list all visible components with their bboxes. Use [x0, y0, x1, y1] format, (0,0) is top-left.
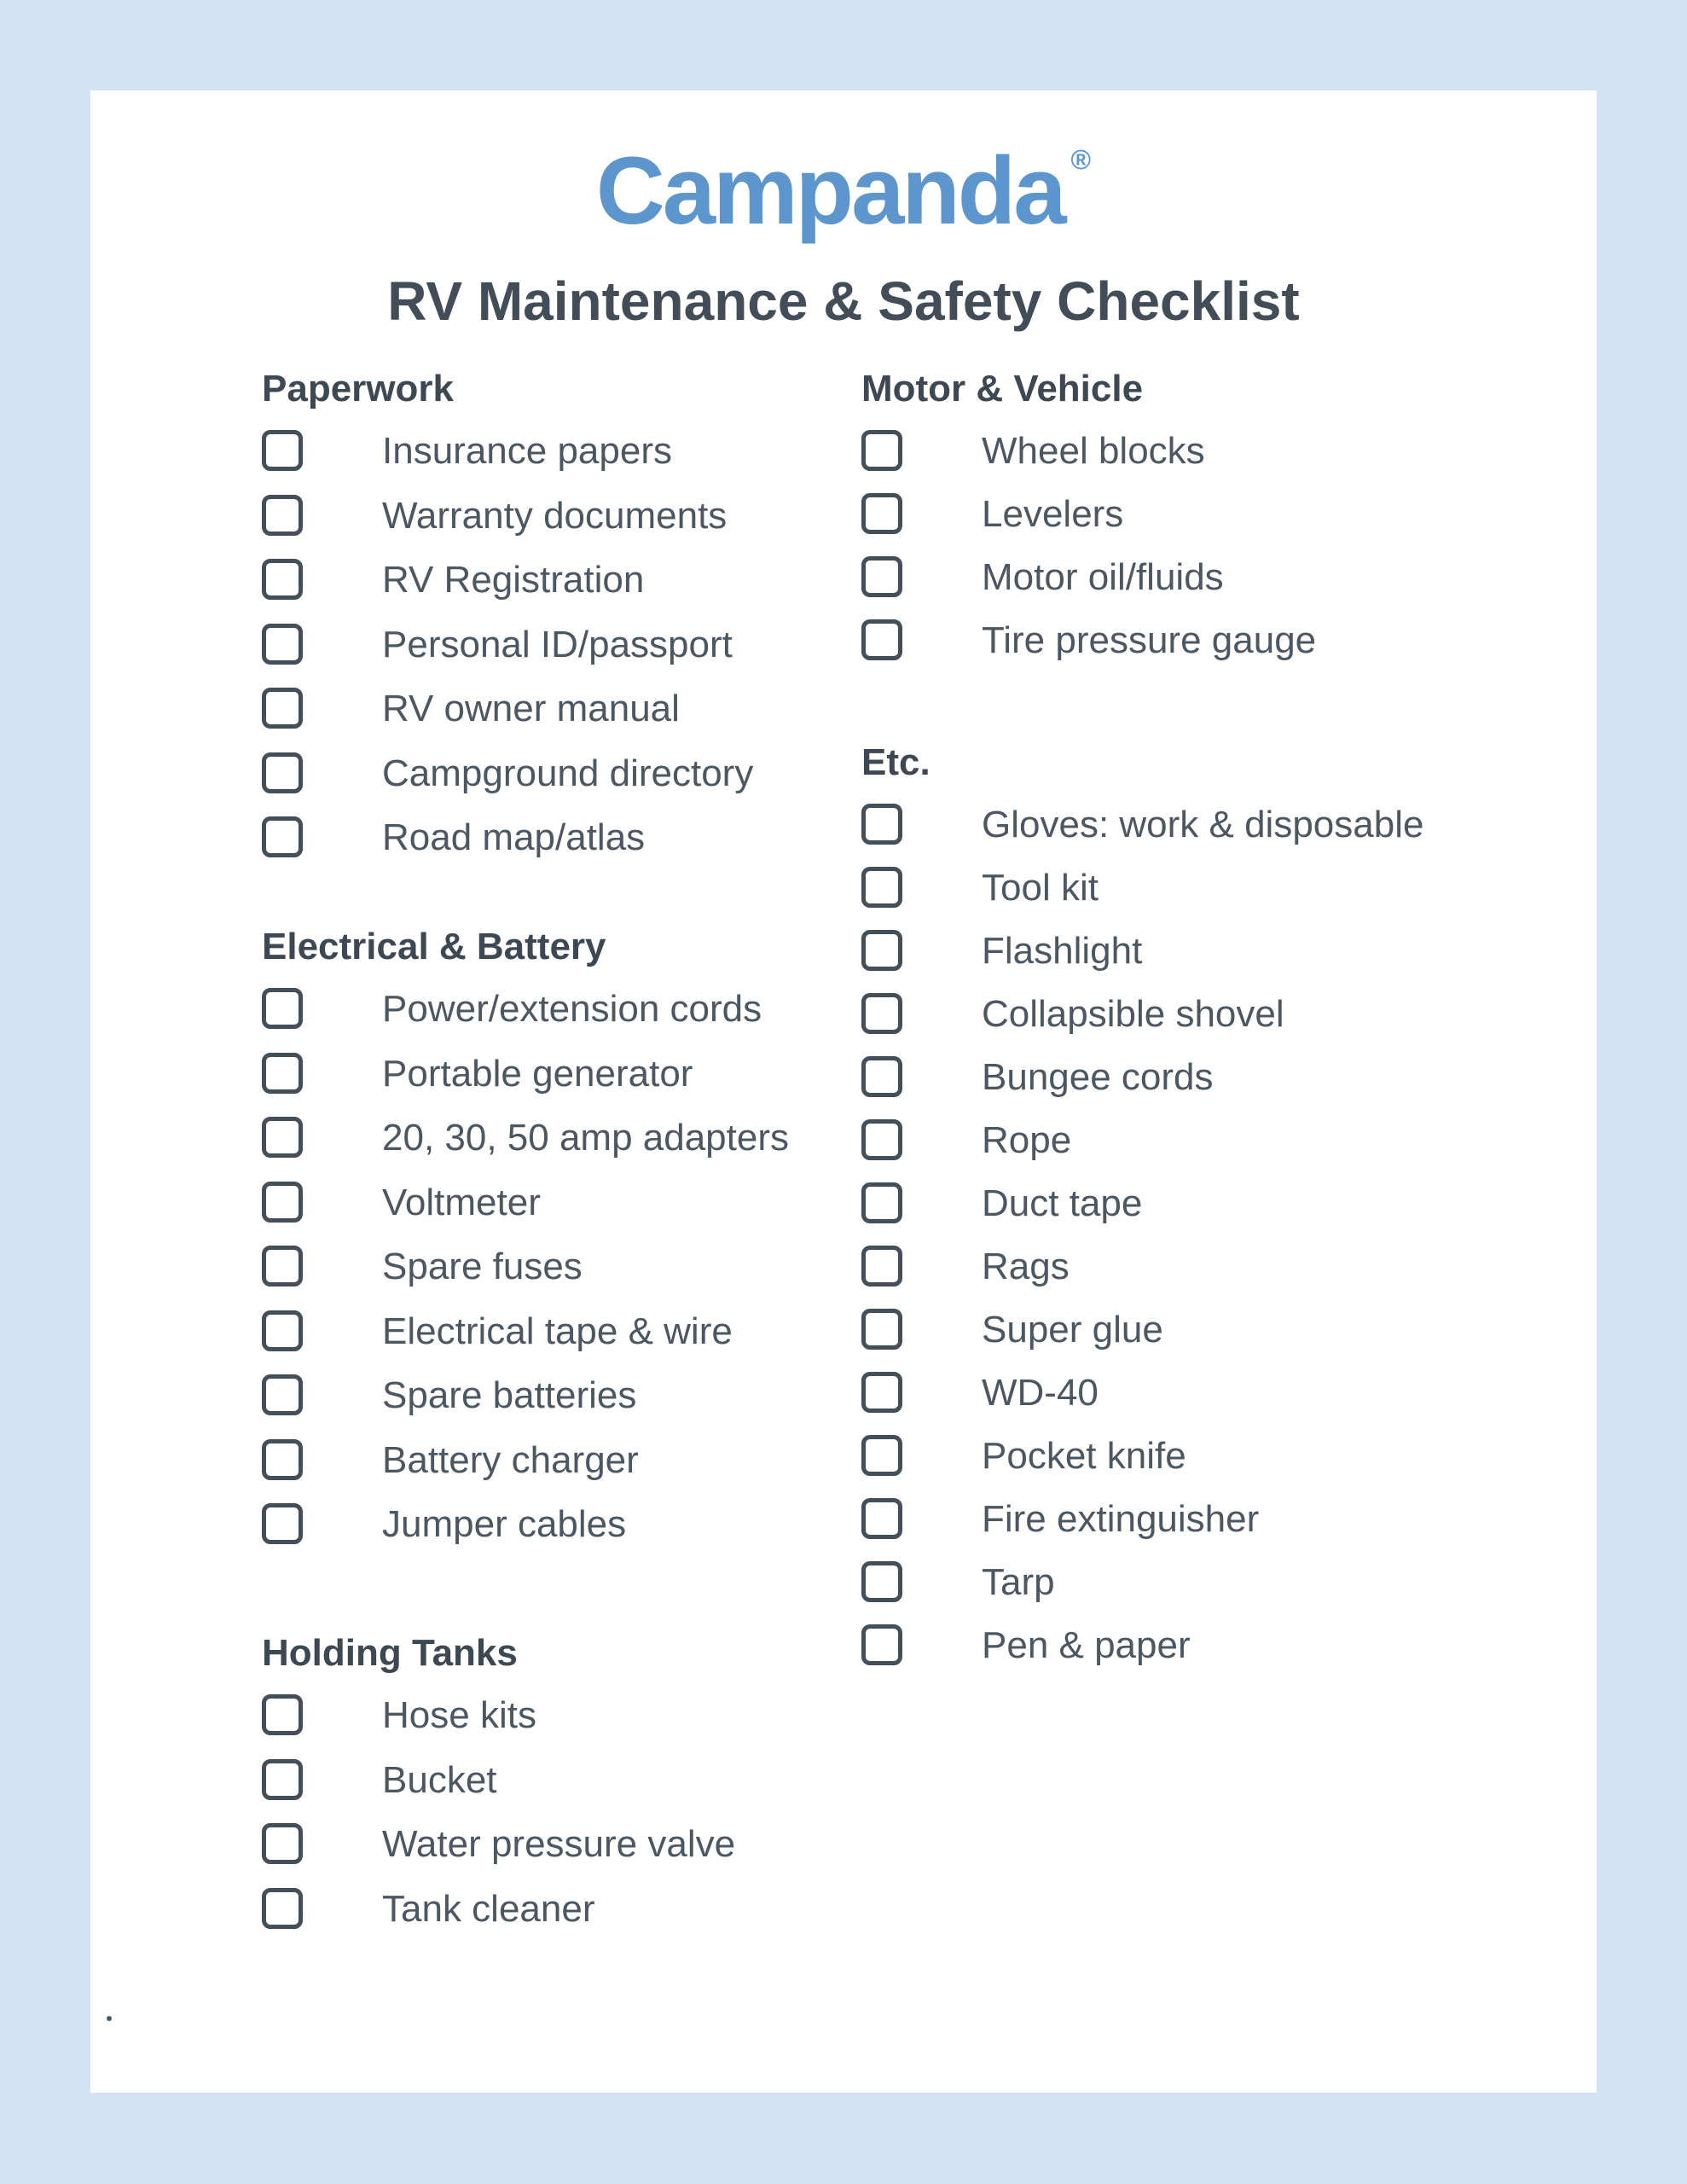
- checklist-row: [262, 495, 842, 560]
- checklist-item-label: RV Registration: [382, 559, 645, 601]
- section-motor-vehicle: [861, 367, 1544, 682]
- checklist-row: [861, 1372, 1544, 1435]
- checklist-row: [262, 1374, 842, 1439]
- checklist-row: [262, 1182, 842, 1246]
- checklist-item-label: Pen & paper: [982, 1624, 1191, 1666]
- checkbox[interactable]: [861, 1119, 902, 1160]
- registered-trademark-icon: ®: [1070, 144, 1092, 175]
- checklist-row: [262, 559, 842, 624]
- checkbox[interactable]: [262, 1888, 303, 1929]
- checklist-row: [262, 1053, 842, 1118]
- checklist-row: [861, 1624, 1544, 1687]
- checklist-item-label: Battery charger: [382, 1438, 639, 1481]
- checklist-item-label: Collapsible shovel: [982, 993, 1284, 1035]
- checklist-row: [262, 1117, 842, 1182]
- checkbox[interactable]: [262, 1823, 303, 1864]
- checkbox[interactable]: [861, 430, 902, 471]
- checkbox[interactable]: [861, 1498, 902, 1539]
- checkbox[interactable]: [861, 1182, 902, 1223]
- checkbox[interactable]: [861, 930, 902, 971]
- checkbox[interactable]: [861, 1372, 902, 1413]
- checklist-item-label: Electrical tape & wire: [382, 1310, 733, 1352]
- checklist-row: [861, 993, 1544, 1056]
- section-heading: Etc.: [861, 741, 930, 783]
- checklist-row: [262, 1694, 842, 1759]
- checklist-row: [861, 1435, 1544, 1498]
- checkbox[interactable]: [861, 1561, 902, 1602]
- checklist-row: [861, 1498, 1544, 1561]
- checklist-item-label: Tank cleaner: [382, 1887, 595, 1930]
- checklist-item-label: Hose kits: [382, 1694, 536, 1736]
- checklist-row: [262, 752, 842, 817]
- checklist-item-label: Road map/atlas: [382, 816, 646, 858]
- checklist-row: [861, 1561, 1544, 1624]
- checklist-row: [262, 988, 842, 1053]
- checkbox[interactable]: [262, 1053, 303, 1094]
- checklist-item-label: Rope: [982, 1119, 1072, 1161]
- checkbox[interactable]: [861, 556, 902, 597]
- checklist-item-label: Spare fuses: [382, 1246, 583, 1287]
- checklist-item-label: Pocket knife: [982, 1435, 1186, 1477]
- checkbox[interactable]: [861, 804, 902, 845]
- checkbox[interactable]: [861, 1309, 902, 1350]
- checklist-row: [861, 804, 1544, 867]
- checklist-row: [262, 1310, 842, 1375]
- checklist: [262, 430, 842, 881]
- checkbox[interactable]: [861, 1056, 902, 1097]
- checklist: [861, 430, 1544, 682]
- checklist-item-label: Portable generator: [382, 1052, 693, 1095]
- checklist-row: [262, 1503, 842, 1568]
- checklist-item-label: Warranty documents: [382, 494, 728, 537]
- checklist-item-label: Tool kit: [982, 867, 1099, 909]
- checklist-item-label: Insurance papers: [382, 430, 672, 472]
- checklist-item-label: Super glue: [982, 1309, 1163, 1350]
- checklist-row: [861, 493, 1544, 556]
- checklist-row: [262, 1888, 842, 1953]
- section-heading: Holding Tanks: [262, 1632, 518, 1674]
- checkbox[interactable]: [262, 1439, 303, 1480]
- checkbox[interactable]: [262, 1182, 303, 1223]
- checkbox[interactable]: [861, 1624, 902, 1665]
- checklist-item-label: Personal ID/passport: [382, 623, 733, 665]
- checklist-item-label: Motor oil/fluids: [982, 556, 1224, 598]
- checkbox[interactable]: [262, 752, 303, 793]
- checkbox[interactable]: [262, 624, 303, 665]
- checklist-row: [861, 1246, 1544, 1309]
- checklist-item-label: Rags: [982, 1246, 1070, 1287]
- checklist: [262, 1694, 842, 1952]
- checklist-item-label: Tire pressure gauge: [982, 619, 1317, 661]
- checklist-row: [861, 619, 1544, 682]
- checklist-row: [861, 930, 1544, 993]
- checklist-row: [262, 1823, 842, 1888]
- checklist-item-label: Bungee cords: [982, 1056, 1214, 1098]
- section-heading: Motor & Vehicle: [861, 368, 1144, 410]
- section-etc: [861, 741, 1544, 1687]
- checklist-item-label: Tarp: [982, 1561, 1055, 1603]
- checkbox[interactable]: [262, 1117, 303, 1158]
- section-electrical-battery: [262, 925, 842, 1568]
- page-title: RV Maintenance & Safety Checklist: [387, 270, 1300, 332]
- checklist-row: [262, 816, 842, 881]
- checklist-row: [262, 688, 842, 752]
- checklist-item-label: Duct tape: [982, 1182, 1143, 1224]
- checklist-item-label: Bucket: [382, 1758, 497, 1801]
- checklist-row: [861, 430, 1544, 493]
- checkbox[interactable]: [262, 1310, 303, 1351]
- checklist-row: [262, 1439, 842, 1504]
- section-paperwork: [262, 367, 842, 881]
- checkbox[interactable]: [861, 493, 902, 534]
- checklist-row: [861, 867, 1544, 930]
- checklist-row: [861, 556, 1544, 619]
- checkbox[interactable]: [262, 1503, 303, 1544]
- checklist-row: [262, 1246, 842, 1310]
- checkbox[interactable]: [262, 1246, 303, 1287]
- section-holding-tanks: [262, 1631, 842, 1952]
- checkbox[interactable]: [262, 1759, 303, 1800]
- checklist-item-label: WD-40: [982, 1372, 1099, 1414]
- checklist-item-label: RV owner manual: [382, 688, 680, 729]
- right-column: [861, 90, 1544, 2093]
- checklist-item-label: Gloves: work & disposable: [982, 804, 1424, 845]
- checklist-item-label: Water pressure valve: [382, 1823, 736, 1865]
- checkbox[interactable]: [262, 1374, 303, 1415]
- checkbox[interactable]: [861, 993, 902, 1034]
- checkbox[interactable]: [262, 1694, 303, 1735]
- section-heading: Paperwork: [262, 368, 454, 410]
- checklist-row: [861, 1182, 1544, 1246]
- checkbox[interactable]: [262, 495, 303, 536]
- checklist-item-label: Wheel blocks: [982, 430, 1205, 472]
- checkbox[interactable]: [262, 559, 303, 600]
- checkbox[interactable]: [861, 1435, 902, 1476]
- checklist-page: [90, 90, 1597, 2093]
- checklist-item-label: Spare batteries: [382, 1374, 637, 1416]
- checkbox[interactable]: [262, 988, 303, 1029]
- checklist-item-label: Campground directory: [382, 752, 754, 794]
- checklist-row: [861, 1119, 1544, 1182]
- checklist-item-label: Fire extinguisher: [982, 1498, 1260, 1540]
- checklist: [861, 804, 1544, 1687]
- left-column: [262, 90, 842, 2093]
- checklist-item-label: Power/extension cords: [382, 988, 762, 1030]
- checkbox[interactable]: [262, 816, 303, 857]
- checklist-item-label: Levelers: [982, 493, 1124, 535]
- checkbox[interactable]: [861, 619, 902, 660]
- checklist-item-label: 20, 30, 50 amp adapters: [382, 1117, 789, 1159]
- checklist-item-label: Flashlight: [982, 930, 1143, 972]
- checklist-row: [861, 1056, 1544, 1119]
- checklist-row: [262, 1759, 842, 1824]
- campanda-logo: Campanda: [595, 137, 1064, 244]
- checkbox[interactable]: [861, 867, 902, 908]
- section-heading: Electrical & Battery: [262, 926, 606, 967]
- checklist-row: [262, 430, 842, 495]
- checklist-item-label: Voltmeter: [382, 1181, 541, 1223]
- checkbox[interactable]: [262, 430, 303, 471]
- checkbox[interactable]: [861, 1246, 902, 1287]
- checklist-row: [861, 1309, 1544, 1372]
- checklist-item-label: Jumper cables: [382, 1503, 627, 1545]
- checklist: [262, 988, 842, 1568]
- footnote-dot: [107, 2016, 112, 2021]
- checklist-row: [262, 624, 842, 688]
- checkbox[interactable]: [262, 688, 303, 729]
